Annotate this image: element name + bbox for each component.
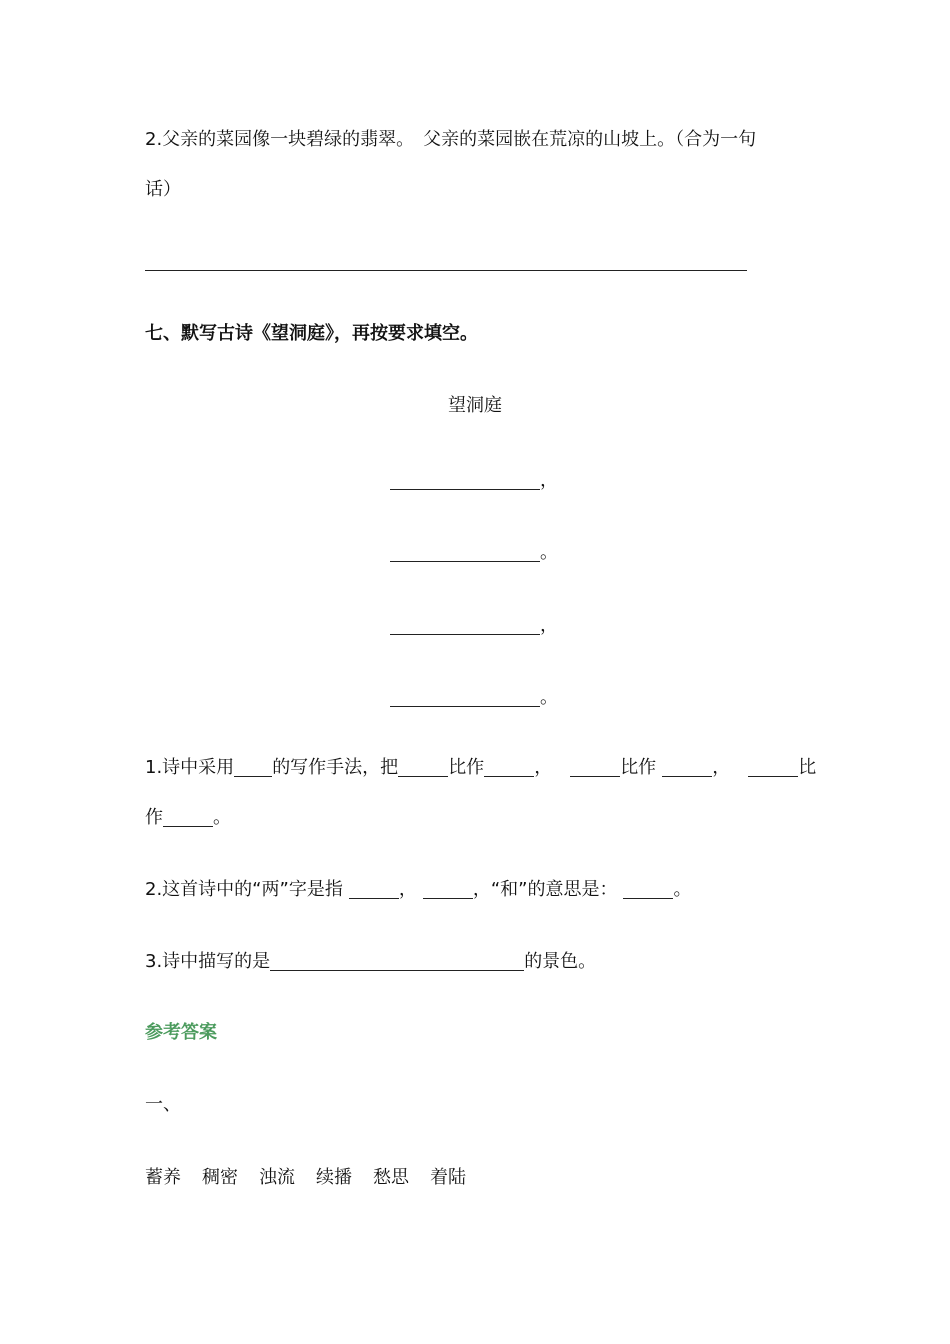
question-7-3 xyxy=(145,949,596,975)
question-6-2-line2: 话） xyxy=(145,179,181,200)
q1-blank-a[interactable] xyxy=(398,756,448,777)
section-7-heading: 七、默写古诗《望洞庭》，再按要求填空。 xyxy=(145,323,478,344)
poem-blank-4[interactable] xyxy=(390,686,540,707)
poem-line-1 xyxy=(390,468,558,494)
q1-text-4: ， xyxy=(534,757,553,778)
poem-title: 望洞庭 xyxy=(448,395,502,416)
answer-word: 浊流 xyxy=(259,1167,295,1188)
q1-text-6: ， xyxy=(712,757,731,778)
q1-text-7: 比 xyxy=(798,757,817,778)
q2-blank-1[interactable] xyxy=(349,878,399,899)
poem-line-3 xyxy=(390,613,558,639)
answer-word: 稠密 xyxy=(202,1167,238,1188)
question-7-2 xyxy=(145,877,691,903)
answer-word: 蓄养 xyxy=(145,1167,181,1188)
answer-word: 着陆 xyxy=(430,1167,466,1188)
q1-text-1: 1.诗中采用 xyxy=(145,757,235,778)
q1-blank-e[interactable] xyxy=(748,756,798,777)
poem-punct-1: ， xyxy=(540,470,558,491)
q1-blank-b[interactable] xyxy=(484,756,534,777)
poem-punct-4: 。 xyxy=(540,687,558,708)
poem-blank-1[interactable] xyxy=(390,469,540,490)
poem-line-2 xyxy=(390,540,558,566)
q1-blank-technique[interactable] xyxy=(234,756,272,777)
q2-text-4: 。 xyxy=(673,879,692,900)
q2-blank-3[interactable] xyxy=(623,878,673,899)
answers-heading: 参考答案 xyxy=(145,1022,217,1043)
answer-word: 续播 xyxy=(316,1167,352,1188)
answers-word-list xyxy=(145,1165,466,1191)
q1-blank-d[interactable] xyxy=(662,756,712,777)
q1-text-2: 的写作手法，把 xyxy=(272,757,399,778)
q2-blank-2[interactable] xyxy=(423,878,473,899)
poem-blank-3[interactable] xyxy=(390,614,540,635)
q1-blank-c[interactable] xyxy=(570,756,620,777)
question-6-2-line1: 2.父亲的菜园像一块碧绿的翡翠。 父亲的菜园嵌在荒凉的山坡上。（合为一句 xyxy=(145,129,757,150)
q1-text-5: 比作 xyxy=(620,757,657,778)
q3-text-2: 的景色。 xyxy=(524,951,597,972)
q2-text-3: ，“和”的意思是： xyxy=(472,879,618,900)
poem-punct-3: ， xyxy=(540,615,558,636)
q1-text-9: 。 xyxy=(213,807,231,828)
q1-text-8: 作 xyxy=(145,807,163,828)
q3-blank[interactable] xyxy=(270,950,524,971)
question-7-1-line2 xyxy=(145,805,231,831)
answer-writing-line[interactable] xyxy=(145,270,747,271)
question-7-1-line1 xyxy=(145,755,816,781)
q3-text-1: 3.诗中描写的是 xyxy=(145,951,271,972)
answer-word: 愁思 xyxy=(373,1167,409,1188)
q1-blank-f[interactable] xyxy=(163,806,213,827)
poem-line-4 xyxy=(390,685,558,711)
answers-section-1-label: 一、 xyxy=(145,1094,181,1115)
poem-blank-2[interactable] xyxy=(390,541,540,562)
q1-text-3: 比作 xyxy=(448,757,485,778)
q2-text-1: 2.这首诗中的“两”字是指 xyxy=(145,879,343,900)
poem-punct-2: 。 xyxy=(540,542,558,563)
q2-text-2: ， xyxy=(398,879,417,900)
